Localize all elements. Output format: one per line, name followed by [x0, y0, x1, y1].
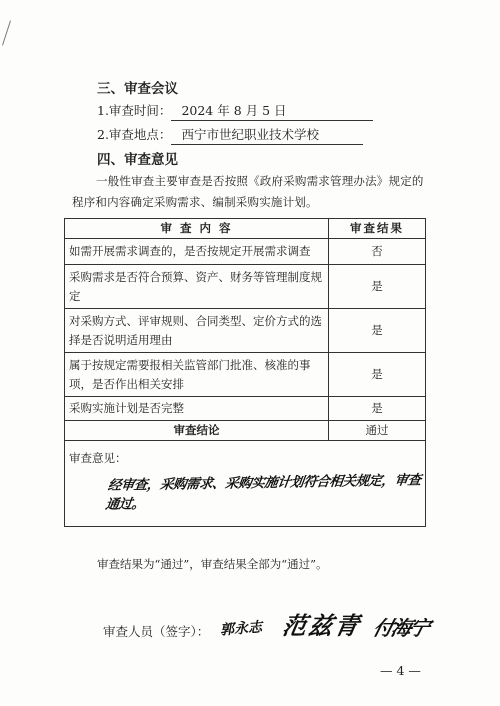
- row-result: 是: [329, 353, 426, 397]
- row-result: 是: [329, 265, 426, 309]
- table-row: [65, 353, 426, 397]
- header-content: 审 查 内 容: [65, 219, 329, 239]
- row-content: 属于按规定需要报相关监管部门批准、核准的事项，是否作出相关安排: [65, 353, 329, 397]
- row-content: 如需开展需求调查的，是否按规定开展需求调查: [65, 239, 329, 265]
- summary-text: 审查结果为“通过”，审查结果全部为“通过”。: [97, 557, 328, 571]
- conclusion-value: 通过: [329, 421, 426, 441]
- row-result: 是: [329, 309, 426, 353]
- review-place-value: 西宁市世纪职业技术学校: [171, 125, 363, 145]
- signature-2: 范兹青: [280, 611, 364, 640]
- page-number: — 4 —: [380, 663, 421, 678]
- review-time-label: 1.审查时间：: [97, 103, 172, 118]
- table-row: [65, 309, 426, 353]
- row-content: 采购需求是否符合预算、资产、财务等管理制度规定: [65, 265, 329, 309]
- signature-label: 审查人员（签字）：: [103, 624, 210, 639]
- table-header-row: [65, 219, 426, 239]
- opinion-row: [65, 441, 426, 527]
- review-time-value: 2024 年 8 月 5 日: [171, 101, 373, 121]
- row-result: 否: [329, 239, 426, 265]
- header-result: 审查结果: [329, 219, 426, 239]
- signature-1: 郭永志: [219, 619, 263, 639]
- row-result: 是: [329, 397, 426, 421]
- review-table: [64, 218, 426, 527]
- table-row: [65, 265, 426, 309]
- row-content: 对采购方式、评审规则、合同类型、定价方式的选择是否说明适用理由: [65, 309, 329, 353]
- signature-3: 付海宁: [370, 616, 431, 640]
- table-row: [65, 239, 426, 265]
- review-place-label: 2.审查地点：: [97, 127, 172, 142]
- review-intro-paragraph: 一般性审查主要审查是否按照《政府采购需求管理办法》规定的程序和内容确定采购需求、编制采购实施计划。: [72, 174, 424, 209]
- review-place-row: [97, 125, 363, 145]
- section-3-heading: 三、审查会议: [97, 81, 178, 97]
- conclusion-label: 审查结论: [65, 421, 329, 441]
- table-row: [65, 397, 426, 421]
- conclusion-row: [65, 421, 426, 441]
- opinion-label: 审查意见：: [69, 451, 127, 465]
- row-content: 采购实施计划是否完整: [65, 397, 329, 421]
- scan-mark: [2, 20, 11, 45]
- opinion-cell: [65, 441, 426, 527]
- section-4-heading: 四、审查意见: [97, 152, 178, 168]
- review-time-row: [97, 101, 373, 121]
- handwritten-opinion: 经审查，采购需求、采购实施计划符合相关规定，审查通过。: [104, 472, 422, 513]
